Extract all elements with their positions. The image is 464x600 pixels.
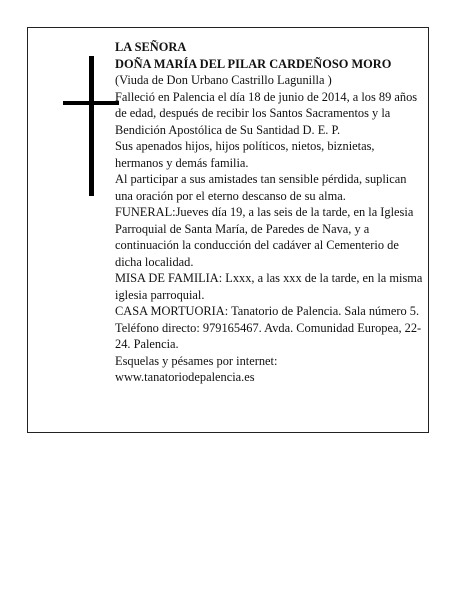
family-line: Sus apenados hijos, hijos políticos, nietos, biznietas, hermanos y demás familia. xyxy=(115,139,375,170)
notice-title: LA SEÑORA xyxy=(115,40,187,54)
family-mass: MISA DE FAMILIA: Lxxx, a las xxx de la tarde, en la misma iglesia parroquial. xyxy=(115,271,423,302)
condolences-label: Esquelas y pésames por internet: xyxy=(115,353,278,368)
wake-location: CASA MORTUORIA: Tanatorio de Palencia. Sala número 5. Teléfono directo: 979165467. Avda. Comunidad Europea, 22-24. Palencia. xyxy=(115,304,422,351)
obituary-frame xyxy=(27,27,429,433)
deceased-name: DOÑA MARÍA DEL PILAR CARDEÑOSO MORO xyxy=(115,56,392,71)
prayer-request: Al participar a sus amistades tan sensible pérdida, suplican una oración por el eterno descanso de su alma. xyxy=(115,172,407,203)
cross-vertical-bar xyxy=(89,56,94,196)
cross-icon xyxy=(63,56,119,196)
cross-horizontal-bar xyxy=(63,101,119,105)
death-details: Falleció en Palencia el día 18 de junio de 2014, a los 89 años de edad, después de recibir los Santos Sacramentos y la Bendición Apostólica de Su Santidad D. E. P. xyxy=(115,89,418,137)
obituary-text xyxy=(115,39,425,386)
funeral-details: FUNERAL:Jueves día 19, a las seis de la tarde, en la Iglesia Parroquial de Santa María, de Paredes de Nava, y a continuación la conducción del cadáver al Cementerio de dicha localidad. xyxy=(115,205,414,269)
website-link[interactable]: www.tanatoriodepalencia.es xyxy=(115,370,255,384)
widow-of: (Viuda de Don Urbano Castrillo Lagunilla ) xyxy=(115,73,332,87)
